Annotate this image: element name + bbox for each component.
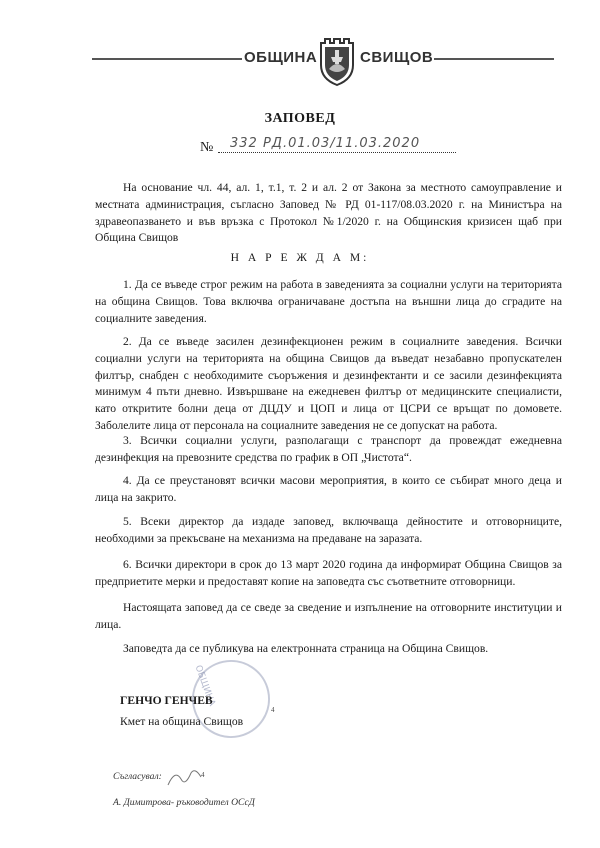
signatory-position: Кмет на община Свищов (120, 715, 244, 728)
signatory-name: ГЕНЧО ГЕНЧЕВ (120, 694, 213, 707)
dotted-line (218, 152, 456, 153)
agreed-label: Съгласувал: (113, 771, 162, 782)
coat-of-arms-icon (317, 35, 357, 87)
intro-paragraph: На основание чл. 44, ал. 1, т.1, т. 2 и ал. 2 от Закона за местното самоуправление и местната администрация, съгласно Заповед № РД 01-117/08.03.2020 г. на Министъра на здравеопазването и във връзка с Протокол №1/2020 г. на Общинския кризисен щаб при Община Свищов (95, 181, 562, 245)
mark-four: 4 (271, 706, 275, 714)
closing-paragraph-2: Заповедта да се публикува на електронната страница на Община Свищов. (123, 642, 489, 655)
header-rule-right (434, 58, 554, 60)
handwritten-number: 332 РД.01.03/11.03.2020 (230, 136, 421, 151)
order-item-4: 4. Да се преустановят всички масови мероприятия, в които се събират много деца и лица на закрито. (95, 474, 562, 504)
order-item-1: 1. Да се въведе строг режим на работа в заведенията за социални услуги на територията на община Свищов. Това включва ограничаване достъпа на външни лица до сградите на социалните заведения. (95, 278, 562, 325)
letterhead (0, 0, 600, 110)
header-left-word: ОБЩИНА (244, 49, 318, 66)
order-item-3: 3. Всички социални услуги, разполагащи с транспорт да провеждат ежедневна дезинфекция на превозните средства по график в ОП „Чистота“. (95, 434, 562, 464)
header-right-word: СВИЩОВ (360, 49, 434, 66)
initials-scribble (165, 765, 205, 791)
header-rule-left (92, 58, 242, 60)
order-item-5: 5. Всеки директор да издаде заповед, включваща дейностите и отговорниците, необходими за прекъсване на механизма на предаване на заразата. (95, 515, 562, 545)
order-number-line (200, 138, 460, 160)
order-item-2: 2. Да се въведе засилен дезинфекционен режим в социалните заведения. Всички социални услуги на територията на община Свищов да въведат незабавно пропускателен филтър, снабден с необходимите съоръжения и дезинфектанти и се засили дезинфекцията минимум 4 пъти дневно. Извършване на ежедневен филтър от медицинските специалисти, като откритите болни деца от ДЦДУ и ЦОП и лица от ЦСРИ се връщат по домовете. Заболелите лица от персонала на социалните заведения не се допускат на работа. (95, 335, 562, 432)
number-symbol: № (200, 140, 214, 155)
closing-paragraph-1: Настоящата заповед да се сведе за сведение и изпълнение на отговорните институции и лица. (95, 601, 562, 631)
agreed-person: А. Димитрова- ръководител ОСсД (113, 797, 255, 808)
document-title: ЗАПОВЕД (264, 111, 336, 126)
order-item-6: 6. Всички директори в срок до 13 март 2020 година да информират Община Свищов за предприетите мерки и предоставят копие на заповедта със съответните отговорници. (95, 558, 562, 588)
stamp-text: ОБЩИНА (192, 664, 217, 708)
order-heading: Н А Р Е Ж Д А М: (230, 251, 370, 264)
mark-four-2: 4 (201, 771, 205, 779)
